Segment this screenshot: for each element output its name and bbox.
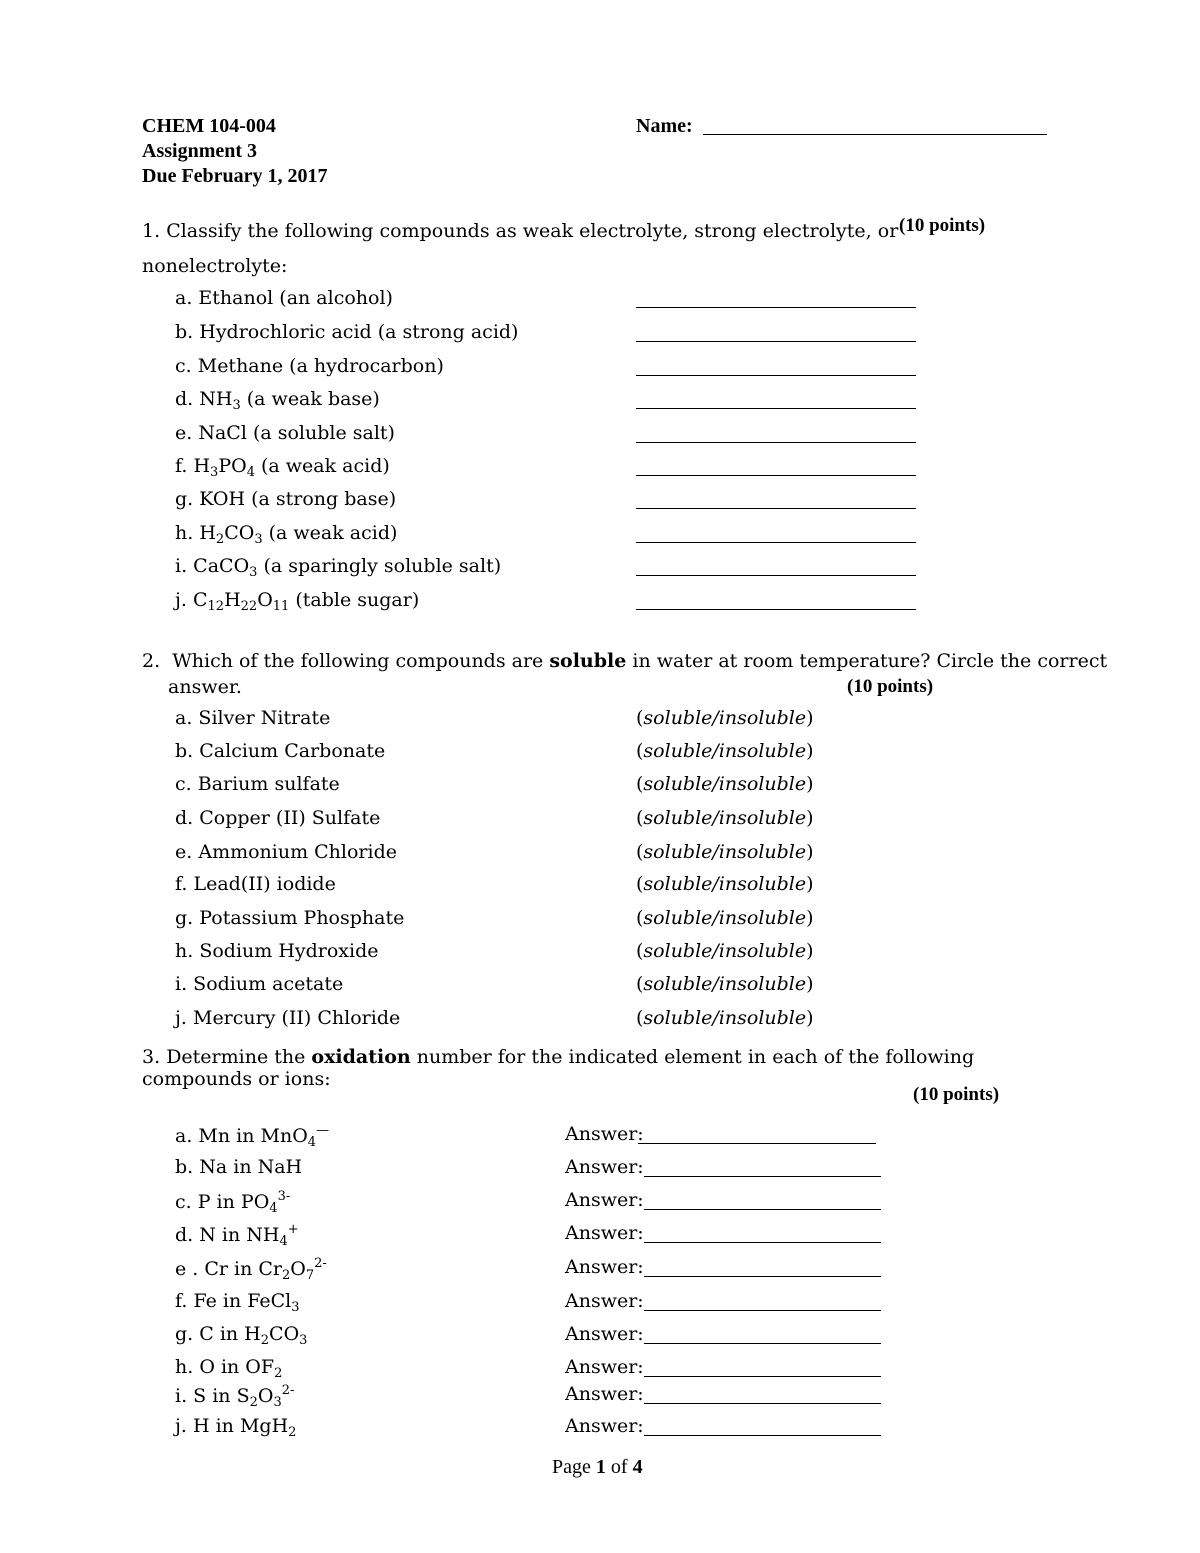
item-letter: b. (175, 1156, 194, 1178)
item-label (204, 1256, 327, 1283)
q2-item (175, 1007, 400, 1029)
formula-part: O (257, 589, 273, 611)
q1-item (175, 589, 419, 614)
formula-part: 2- (281, 1383, 295, 1398)
q1-answer-line[interactable] (636, 475, 916, 476)
item-letter: e. (175, 841, 193, 863)
formula-part: (a sparingly soluble salt) (257, 555, 502, 577)
q2-item (175, 841, 397, 863)
choice-close: ) (806, 873, 814, 895)
item-label (199, 321, 518, 343)
formula-part: 2 (288, 1425, 297, 1440)
q3-item (175, 1290, 300, 1315)
item-letter: h. (175, 522, 194, 544)
solubility-choice[interactable] (636, 773, 814, 795)
choice-text: soluble/insoluble (643, 940, 807, 962)
q3-item (175, 1123, 329, 1150)
item-label: Mercury (II) Chloride (192, 1007, 401, 1029)
formula-part: 3 (254, 532, 263, 547)
item-letter: h. (175, 1356, 194, 1378)
q2-item (175, 973, 343, 995)
item-label (199, 1156, 302, 1178)
formula-part: O (257, 1385, 274, 1407)
item-label (193, 1383, 295, 1410)
formula-part: H (193, 455, 211, 477)
q3-item (175, 1222, 299, 1249)
formula-part: CaCO (193, 555, 250, 577)
choice-close: ) (806, 707, 814, 729)
formula-part: 12 (207, 599, 225, 614)
item-letter: c. (175, 773, 192, 795)
q3-answer-line[interactable] (644, 1435, 881, 1436)
solubility-choice[interactable] (636, 973, 814, 995)
item-label (199, 488, 396, 510)
solubility-choice[interactable] (636, 707, 814, 729)
item-letter: j. (175, 1415, 187, 1437)
solubility-choice[interactable] (636, 807, 814, 829)
formula-part: O (290, 1258, 306, 1280)
formula-part: 2 (274, 1366, 283, 1381)
formula-part: 4 (279, 1234, 288, 1249)
choice-open: ( (636, 773, 644, 795)
item-label (199, 388, 380, 413)
q1-item (175, 422, 395, 444)
item-label (193, 555, 502, 580)
item-label (199, 1222, 299, 1249)
course-title: CHEM 104-004 (142, 115, 276, 137)
item-letter: f. (175, 873, 188, 895)
item-label (192, 589, 420, 614)
item-label: Barium sulfate (197, 773, 340, 795)
choice-close: ) (806, 773, 814, 795)
formula-part: H in MgH (192, 1415, 289, 1437)
q2-prompt-line1: 2. Which of the following compounds are soluble in water at room temperature? Circle the correct (142, 650, 1108, 672)
item-letter: d. (175, 1224, 194, 1246)
q1-item (175, 321, 518, 343)
page-footer: Page 1 of 4 (552, 1456, 643, 1478)
formula-part: H (224, 589, 241, 611)
q1-answer-line[interactable] (636, 575, 916, 576)
item-letter: d. (175, 388, 194, 410)
choice-text: soluble/insoluble (643, 973, 807, 995)
item-letter: i. (175, 1385, 188, 1407)
formula-part: 4 (269, 1201, 278, 1216)
formula-part: CO (269, 1323, 300, 1345)
formula-part: 2 (282, 1268, 291, 1283)
item-letter: g. (175, 488, 194, 510)
answer-label: Answer: (565, 1189, 644, 1211)
choice-close: ) (806, 807, 814, 829)
q3-item (175, 1189, 290, 1216)
choice-close: ) (806, 841, 814, 863)
formula-part: Hydrochloric acid (a strong acid) (199, 321, 519, 343)
q1-prompt-line1: 1. Classify the following compounds as weak electrolyte, strong electrolyte, or (142, 220, 899, 242)
q3-answer-line[interactable] (638, 1143, 876, 1144)
solubility-choice[interactable] (636, 841, 814, 863)
q3-answer-line[interactable] (644, 1343, 881, 1344)
choice-open: ( (636, 740, 644, 762)
choice-close: ) (806, 940, 814, 962)
formula-part: KOH (a strong base) (199, 488, 397, 510)
formula-part: 3 (232, 398, 241, 413)
choice-open: ( (636, 807, 644, 829)
choice-text: soluble/insoluble (643, 841, 807, 863)
due-date: Due February 1, 2017 (142, 165, 328, 187)
formula-part: 3- (277, 1189, 291, 1204)
formula-part: Fe in FeCl (193, 1290, 292, 1312)
formula-part: O in OF (199, 1356, 275, 1378)
q2-item (175, 707, 330, 729)
item-label (193, 455, 390, 480)
q1-answer-line[interactable] (636, 508, 916, 509)
q1-item (175, 488, 396, 510)
q1-prompt-line2: nonelectrolyte: (142, 255, 288, 277)
item-label (192, 1415, 297, 1440)
formula-part: 3 (210, 465, 219, 480)
assignment-title: Assignment 3 (142, 140, 258, 162)
choice-open: ( (636, 1007, 644, 1029)
q3-item (175, 1256, 327, 1283)
q1-answer-line[interactable] (636, 609, 916, 610)
formula-part: H (199, 522, 216, 544)
answer-label: Answer: (565, 1415, 644, 1437)
choice-open: ( (636, 873, 644, 895)
item-letter: g. (175, 1323, 194, 1345)
choice-open: ( (636, 907, 644, 929)
q2-prompt-line2: answer. (168, 676, 242, 698)
q1-item (175, 455, 390, 480)
answer-label: Answer: (565, 1222, 644, 1244)
choice-text: soluble/insoluble (643, 740, 807, 762)
choice-text: soluble/insoluble (643, 773, 807, 795)
choice-text: soluble/insoluble (643, 807, 807, 829)
solubility-choice[interactable] (636, 873, 814, 895)
choice-open: ( (636, 841, 644, 863)
q1-item (175, 388, 380, 413)
item-label (193, 1290, 300, 1315)
q3-answer-line[interactable] (644, 1176, 881, 1177)
item-letter: d. (175, 807, 194, 829)
formula-part: 3 (291, 1300, 300, 1315)
q1-item (175, 555, 501, 580)
q1-answer-line[interactable] (636, 542, 916, 543)
answer-label: Answer: (565, 1123, 644, 1145)
choice-text: soluble/insoluble (643, 873, 807, 895)
formula-part: Cr in Cr (204, 1258, 283, 1280)
item-label: Copper (II) Sulfate (199, 807, 381, 829)
choice-open: ( (636, 707, 644, 729)
choice-text: soluble/insoluble (643, 1007, 807, 1029)
formula-part: + (287, 1222, 299, 1237)
q3-item (175, 1156, 302, 1178)
q2-item (175, 807, 380, 829)
formula-part: Na in NaH (199, 1156, 303, 1178)
q1-answer-line[interactable] (636, 341, 916, 342)
q3-answer-line[interactable] (644, 1376, 881, 1377)
item-letter: g. (175, 907, 194, 929)
formula-part: C in H (199, 1323, 261, 1345)
choice-text: soluble/insoluble (643, 707, 807, 729)
formula-part: 11 (272, 599, 290, 614)
formula-part: N in NH (199, 1224, 280, 1246)
choice-open: ( (636, 940, 644, 962)
formula-part: 3 (273, 1395, 282, 1410)
q2-item (175, 940, 379, 962)
item-label (198, 287, 393, 309)
item-letter: b. (175, 321, 194, 343)
formula-part: Mn in MnO (198, 1125, 308, 1147)
q3-points: (10 points) (913, 1084, 1000, 1105)
q1-answer-line[interactable] (636, 442, 916, 443)
q2-item (175, 740, 385, 762)
answer-label: Answer: (565, 1383, 644, 1405)
item-letter: c. (175, 1191, 192, 1213)
item-label: Sodium Hydroxide (199, 940, 379, 962)
formula-part: PO (218, 455, 247, 477)
formula-part: P in PO (197, 1191, 270, 1213)
item-letter: a. (175, 1125, 193, 1147)
q2-item (175, 873, 336, 895)
q2-item (175, 773, 340, 795)
formula-part: S in S (193, 1385, 250, 1407)
formula-part: CO (224, 522, 255, 544)
q3-item (175, 1415, 296, 1440)
q3-answer-line[interactable] (644, 1209, 881, 1210)
formula-part: (table sugar) (289, 589, 420, 611)
q3-item (175, 1356, 282, 1381)
formula-part: NH (199, 388, 233, 410)
item-label: Silver Nitrate (198, 707, 331, 729)
q1-answer-line[interactable] (636, 408, 916, 409)
formula-part: 2 (260, 1333, 270, 1348)
formula-part: 2 (249, 1395, 258, 1410)
q3-answer-line[interactable] (644, 1276, 881, 1277)
q1-answer-line[interactable] (636, 375, 916, 376)
formula-part: 7 (305, 1268, 315, 1283)
q3-answer-line[interactable] (644, 1310, 881, 1311)
item-letter: j. (175, 589, 187, 611)
item-letter: b. (175, 740, 194, 762)
item-letter: f. (175, 455, 188, 477)
formula-part: — (316, 1123, 330, 1138)
q2-item (175, 907, 404, 929)
formula-part: 22 (240, 599, 258, 614)
q3-item (175, 1383, 294, 1410)
item-letter: f. (175, 1290, 188, 1312)
item-label (198, 355, 444, 377)
answer-label: Answer: (565, 1256, 644, 1278)
item-label: Potassium Phosphate (199, 907, 405, 929)
q3-answer-line[interactable] (644, 1242, 881, 1243)
formula-part: 4 (307, 1135, 317, 1150)
q1-points: (10 points) (899, 215, 986, 236)
item-letter: j. (175, 1007, 187, 1029)
solubility-choice[interactable] (636, 740, 814, 762)
answer-label: Answer: (565, 1156, 644, 1178)
formula-part: C (192, 589, 208, 611)
item-label (198, 1123, 330, 1150)
solubility-choice[interactable] (636, 907, 814, 929)
item-label (199, 1323, 308, 1348)
solubility-choice[interactable] (636, 1007, 814, 1029)
q3-prompt-line2: compounds or ions: (142, 1068, 331, 1090)
choice-open: ( (636, 973, 644, 995)
item-letter: e. (175, 422, 193, 444)
formula-part: 3 (249, 565, 258, 580)
item-label (199, 1356, 283, 1381)
item-letter: a. (175, 287, 193, 309)
formula-part: NaCl (a soluble salt) (198, 422, 395, 444)
formula-part: (a weak acid) (254, 455, 390, 477)
answer-label: Answer: (565, 1356, 644, 1378)
item-label: Sodium acetate (193, 973, 344, 995)
item-label: Calcium Carbonate (199, 740, 386, 762)
q1-item (175, 355, 444, 377)
formula-part: Methane (a hydrocarbon) (197, 355, 444, 377)
formula-part: Ethanol (an alcohol) (198, 287, 393, 309)
item-label: Lead(II) iodide (193, 873, 336, 895)
choice-close: ) (806, 740, 814, 762)
item-letter: h. (175, 940, 194, 962)
item-letter: i. (175, 555, 188, 577)
formula-part: 3 (299, 1333, 308, 1348)
q1-item (175, 287, 393, 309)
item-letter: a. (175, 707, 193, 729)
q3-answer-line[interactable] (644, 1403, 881, 1404)
formula-part: 2 (215, 532, 225, 547)
item-label (199, 522, 398, 547)
formula-part: (a weak base) (240, 388, 380, 410)
name-field[interactable] (703, 134, 1047, 135)
q1-item (175, 522, 397, 547)
solubility-choice[interactable] (636, 940, 814, 962)
choice-text: soluble/insoluble (643, 907, 807, 929)
q3-item (175, 1323, 307, 1348)
item-label (198, 422, 395, 444)
item-label: Ammonium Chloride (198, 841, 397, 863)
q3-prompt-line1: 3. Determine the oxidation number for the indicated element in each of the following (142, 1046, 975, 1068)
choice-close: ) (806, 1007, 814, 1029)
name-label: Name: (636, 115, 693, 137)
answer-label: Answer: (565, 1290, 644, 1312)
item-letter: e . (175, 1258, 199, 1280)
item-letter: c. (175, 355, 192, 377)
q2-points: (10 points) (847, 676, 934, 697)
q1-answer-line[interactable] (636, 307, 916, 308)
choice-close: ) (806, 907, 814, 929)
formula-part: 4 (246, 465, 255, 480)
item-letter: i. (175, 973, 188, 995)
answer-label: Answer: (565, 1323, 644, 1345)
formula-part: (a weak acid) (262, 522, 398, 544)
formula-part: 2- (314, 1256, 327, 1271)
choice-close: ) (806, 973, 814, 995)
item-label (197, 1189, 291, 1216)
